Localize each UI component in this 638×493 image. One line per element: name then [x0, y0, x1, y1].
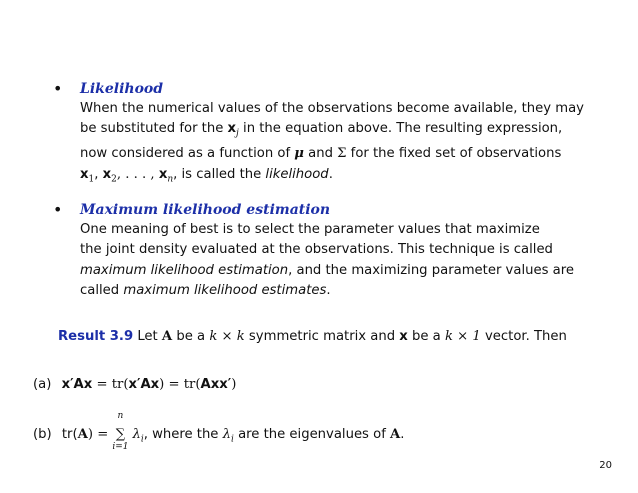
bullet-paragraph	[80, 220, 634, 301]
para-line: be substituted for the $x_j$ in the equation above. The resulting expression,	[80, 121, 563, 139]
para-line: maximum likelihood estimation, and the maximizing parameter values are	[80, 262, 574, 278]
bullet-paragraph	[80, 99, 634, 189]
bullet-heading: Maximum likelihood estimation	[80, 202, 331, 218]
result-item-b: (b) tr(A) = n ∑ i=1 $\lambda_i$, where the $\lambda_i$ are the eigenvalues of A.	[33, 411, 405, 452]
para-line: called maximum likelihood estimates.	[80, 282, 331, 298]
summation-symbol: n ∑ i=1	[112, 411, 129, 452]
page-number: 20	[599, 460, 612, 471]
result-label: Result 3.9	[58, 329, 134, 344]
result-item-a: (a) x′Ax = tr(x′Ax) = tr(Axx′)	[33, 377, 237, 392]
para-line: $x_1$, $x_2$, . . . , $x_n$, is called the likelihood.	[80, 166, 333, 185]
para-line: When the numerical values of the observations become available, they may	[80, 101, 584, 116]
para-line: One meaning of best is to select the parameter values that maximize	[80, 222, 540, 237]
para-line: now considered as a function of μ and Σ for the fixed set of observations	[80, 146, 562, 162]
para-line: the joint density evaluated at the observations. This technique is called	[80, 242, 553, 258]
bullet-dot: •	[53, 200, 63, 219]
result-statement: Result 3.9 Let A be a k × k symmetric matrix and x be a k × 1 vector. Then	[58, 329, 567, 344]
bullet-dot: •	[53, 79, 63, 98]
bullet-heading: Likelihood	[80, 81, 164, 97]
